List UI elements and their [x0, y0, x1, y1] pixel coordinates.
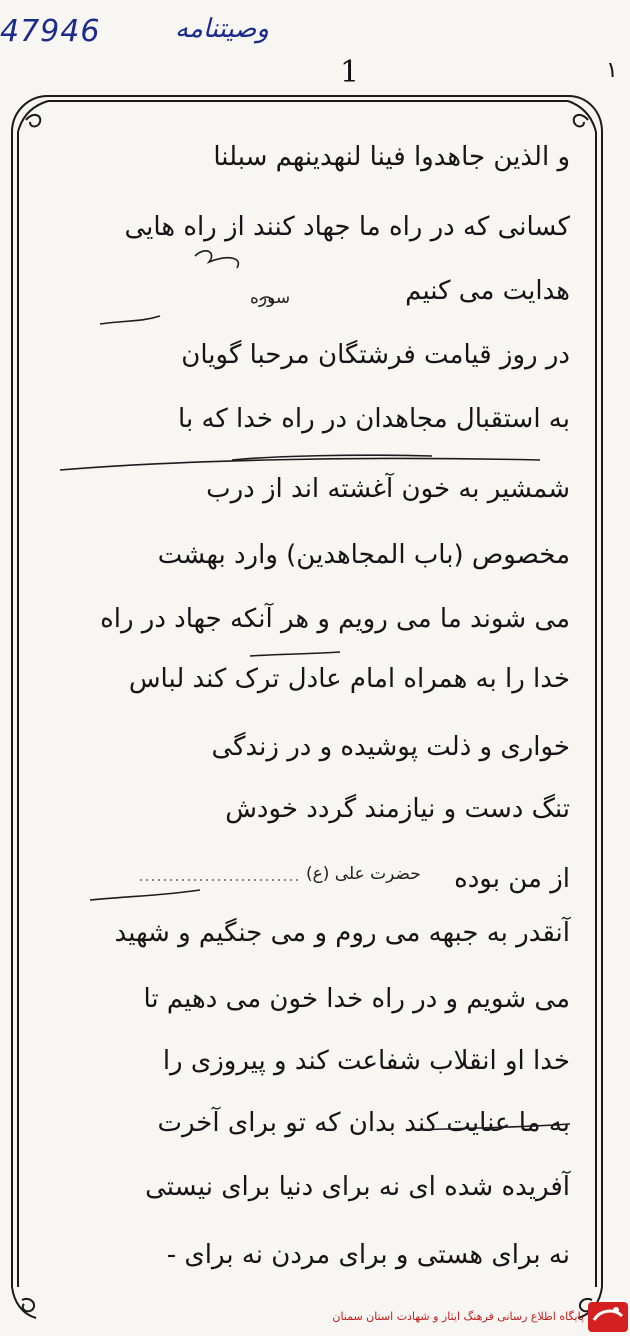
text-line: خدا او انقلاب شفاعت کند و پیروزی را	[162, 1046, 570, 1076]
text-line: تنگ دست و نیازمند گردد خودش	[225, 794, 570, 824]
text-line: هدایت می کنیم	[405, 276, 570, 306]
document-note: وصیتنامه	[175, 14, 269, 44]
watermark-text: پایگاه اطلاع رسانی فرهنگ ایثار و شهادت استان سمنان	[332, 1310, 584, 1323]
watermark-logo-icon	[586, 1296, 630, 1336]
text-line: به استقبال مجاهدان در راه خدا که با	[178, 404, 570, 434]
margin-note: سوره	[250, 288, 291, 308]
text-line: در روز قیامت فرشتگان مرحبا گویان	[181, 340, 570, 370]
text-line: آنقدر به جبهه می روم و می جنگیم و شهید	[114, 918, 570, 948]
text-line: مخصوص (باب المجاهدین) وارد بهشت	[157, 540, 570, 570]
text-line: نه برای هستی و برای مردن نه برای -	[166, 1240, 570, 1270]
text-line: می شویم و در راه خدا خون می دهیم تا	[143, 984, 570, 1014]
text-line: و الذین جاهدوا فینا لنهدینهم سبلنا	[213, 142, 570, 172]
text-line: آفریده شده ای نه برای دنیا برای نیستی	[145, 1172, 570, 1202]
text-line: به ما عنایت کند بدان که تو برای آخرت	[157, 1108, 570, 1138]
text-line: خواری و ذلت پوشیده و در زندگی	[211, 732, 570, 762]
text-line: می شوند ما می رویم و هر آنکه جهاد در راه	[100, 604, 570, 634]
document-number: 47946	[0, 14, 101, 49]
text-line: کسانی که در راه ما جهاد کنند از راه هایی	[124, 212, 570, 242]
text-line: شمشیر به خون آغشته اند از درب	[206, 474, 570, 504]
watermark	[332, 1296, 630, 1336]
text-line: خدا را به همراه امام عادل ترک کند لباس	[128, 664, 570, 694]
text-line: از من بوده	[454, 864, 570, 894]
corner-mark: ۱	[606, 58, 618, 83]
attribution-note: حضرت علی (ع)	[306, 864, 421, 884]
page-number: 1	[340, 55, 360, 90]
